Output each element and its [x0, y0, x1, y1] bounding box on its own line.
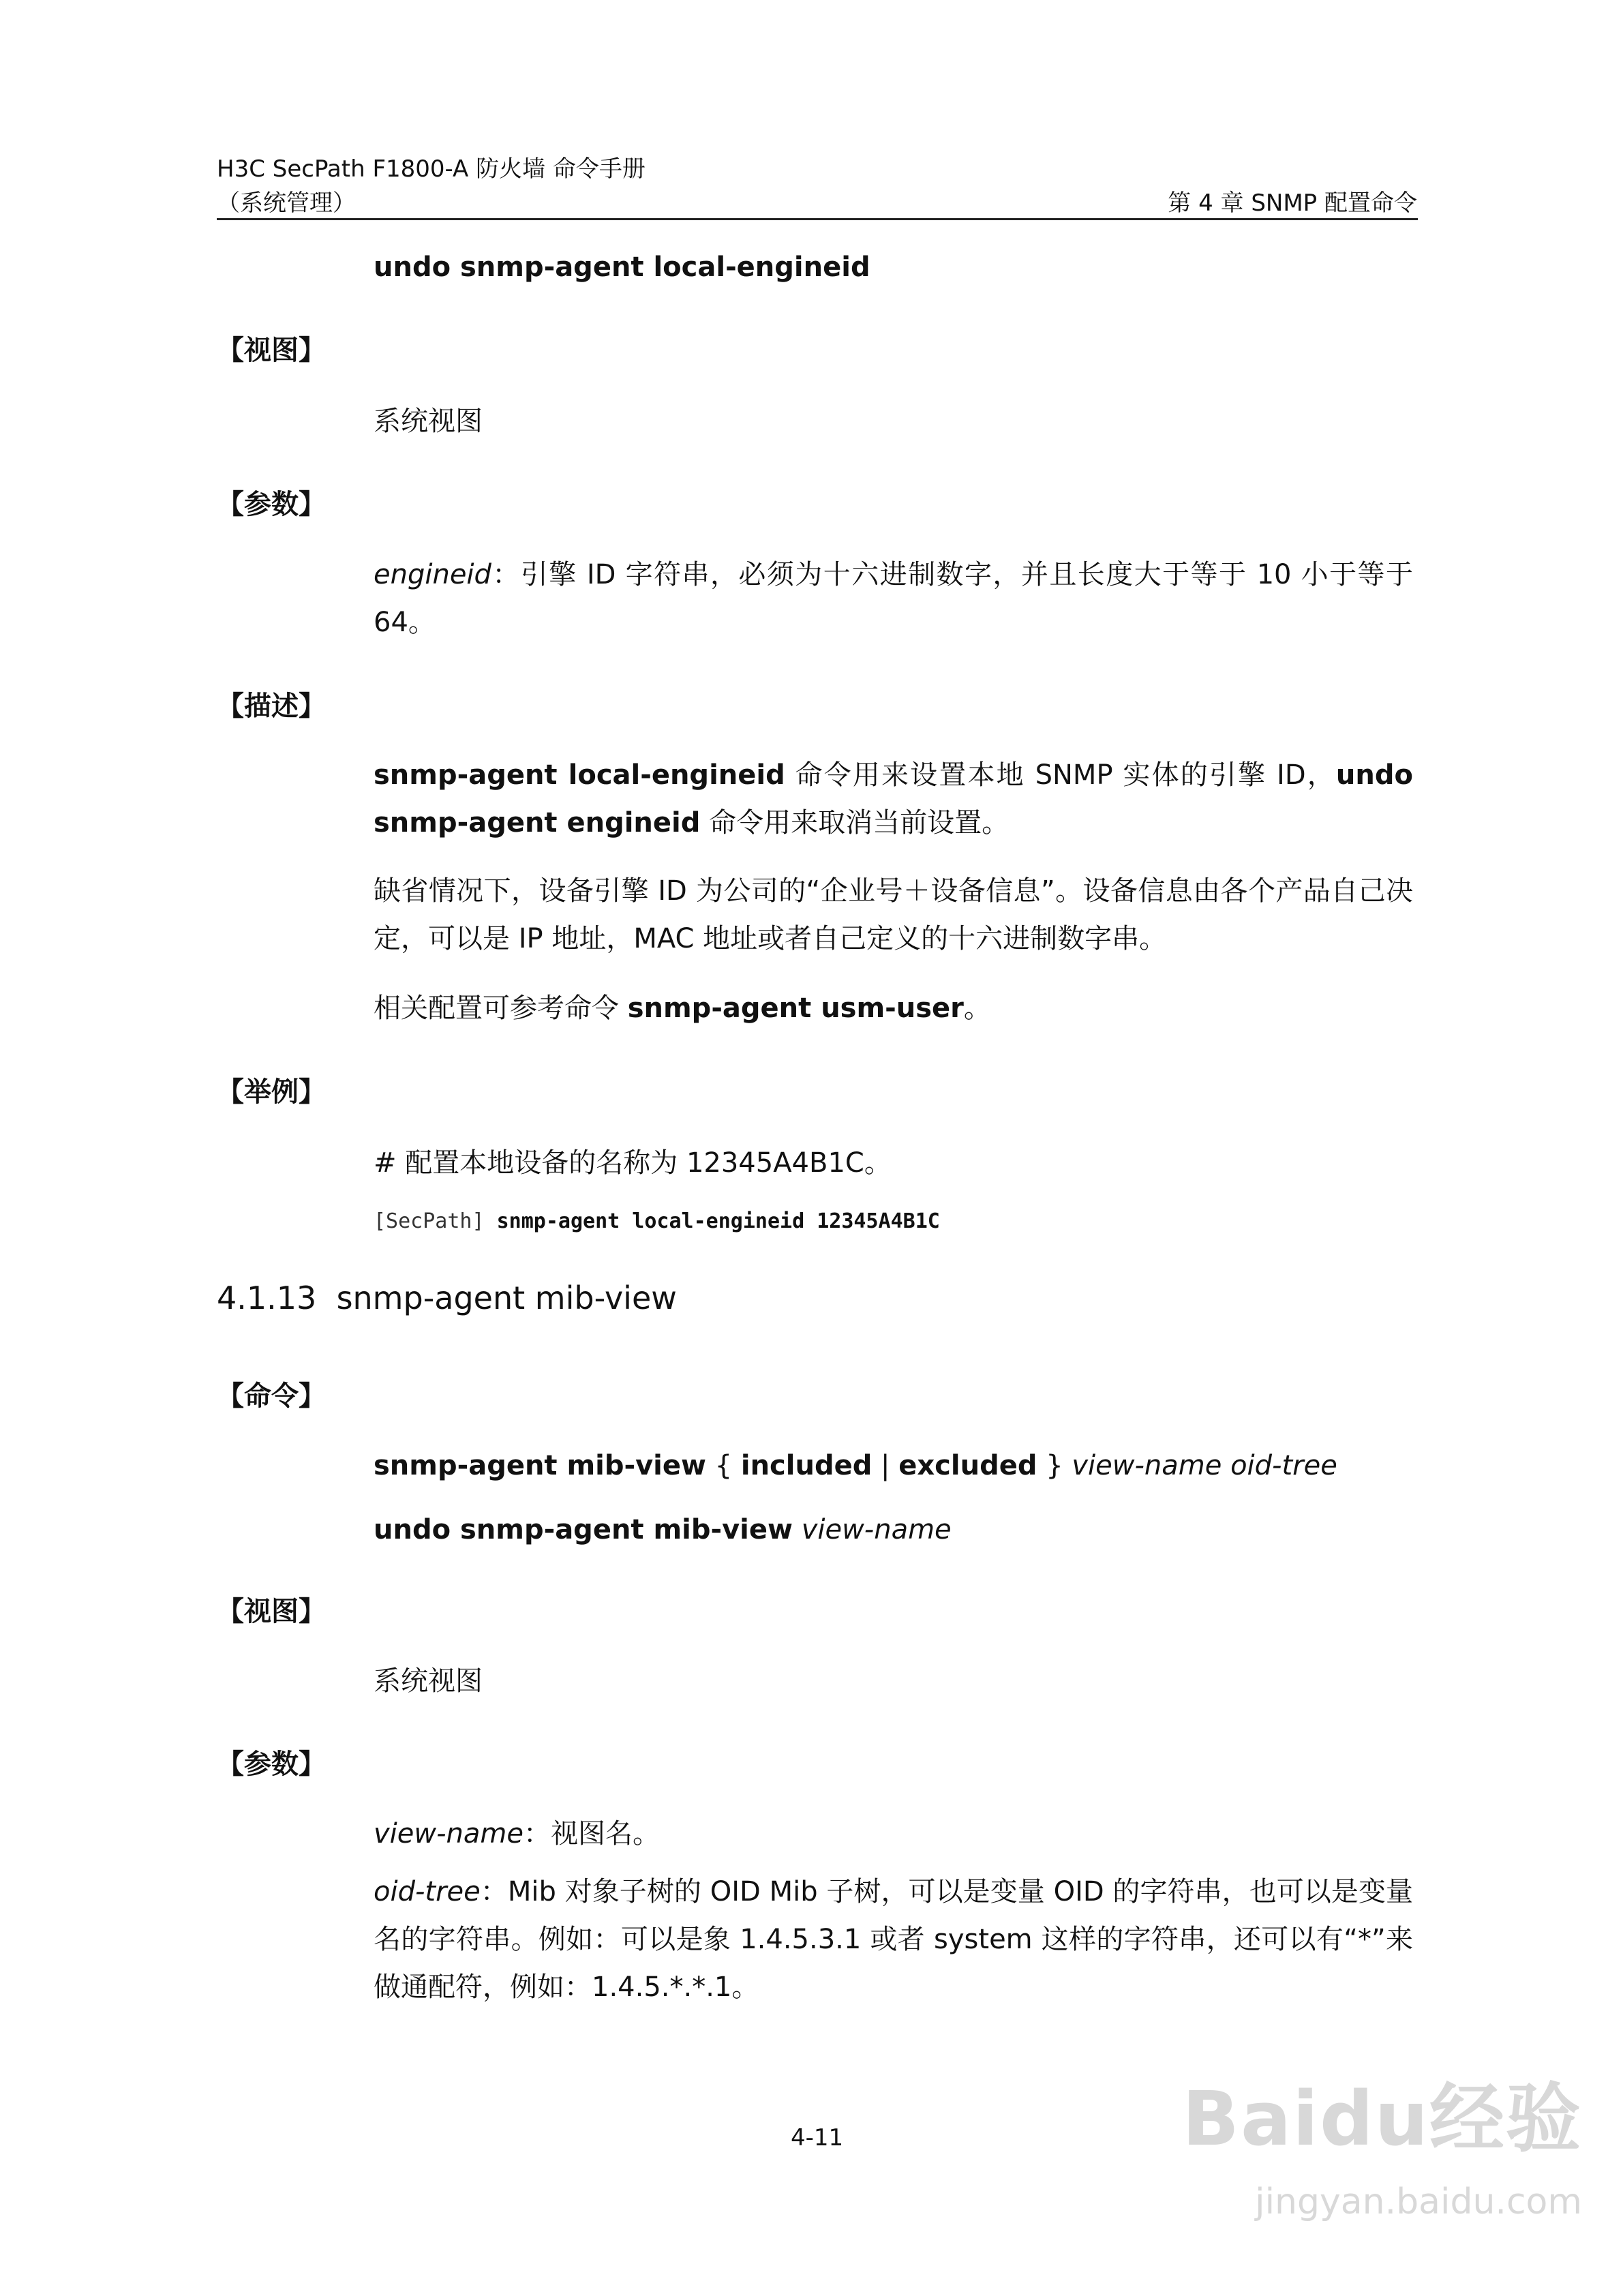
param-view-name-label: view-name: [374, 1818, 524, 1849]
cmd2-arg: view-name: [801, 1514, 952, 1545]
section-heading: [217, 1279, 677, 1317]
cmd1-pipe: |: [872, 1450, 899, 1481]
section-title: snmp-agent mib-view: [336, 1280, 677, 1316]
cmd1-brace-open: {: [706, 1450, 741, 1481]
view-heading-2: 【视图】: [217, 1596, 326, 1627]
desc-p3-post: 。: [963, 993, 991, 1024]
example-heading: 【举例】: [217, 1076, 326, 1108]
example-prompt: [SecPath]: [374, 1209, 497, 1233]
desc-cmd-undo-engineid: undo snmp-agent engineid: [374, 759, 1413, 839]
cmd1-args: view-name oid-tree: [1072, 1450, 1337, 1481]
header-chapter: 第 4 章 SNMP 配置命令: [1168, 190, 1417, 217]
cmd1-included: included: [740, 1450, 873, 1481]
command-undo-local-engineid: undo snmp-agent local-engineid: [374, 252, 870, 283]
command-undo-mib-view: [374, 1512, 952, 1547]
view-heading: 【视图】: [217, 335, 326, 366]
param-name: engineid: [374, 559, 491, 590]
command-mib-view: [374, 1448, 1337, 1483]
param-oid-tree-desc: ：Mib 对象子树的 OID Mib 子树，可以是变量 OID 的字符串，也可以是变量名的字符串。例如：可以是象 1.4.5.3.1 或者 system 这样的字符串，还可以有“*”来做通配符，例如：1.4.5.*.*.1。: [374, 1876, 1413, 2003]
page-number: 4-11: [791, 2124, 844, 2151]
header-subtitle: （系统管理）: [217, 190, 356, 217]
section-number: 4.1.13: [217, 1280, 317, 1316]
desc-text-1: 命令用来设置本地 SNMP 实体的引擎 ID，: [785, 759, 1336, 791]
example-code: [374, 1208, 940, 1235]
param-oid-tree-label: oid-tree: [374, 1876, 481, 1907]
cmd1-excluded: excluded: [898, 1450, 1037, 1481]
desc-p3-cmd: snmp-agent usm-user: [627, 993, 964, 1024]
view-text: 系统视图: [374, 406, 483, 437]
param-description: ：引擎 ID 字符串，必须为十六进制数字，并且长度大于等于 10 小于等于 64。: [374, 559, 1413, 638]
header-rule: [217, 218, 1418, 220]
cmd2-keyword: undo snmp-agent mib-view: [374, 1514, 793, 1545]
desc-p3-pre: 相关配置可参考命令: [374, 993, 628, 1024]
param-view-name: [374, 1816, 660, 1852]
param-heading-2: 【参数】: [217, 1749, 326, 1780]
param-heading: 【参数】: [217, 489, 326, 520]
cmd2-space: [793, 1514, 802, 1545]
param-engineid: [374, 551, 1413, 646]
param-view-name-desc: ：视图名。: [523, 1818, 660, 1849]
header-title: H3C SecPath F1800-A 防火墙 命令手册: [217, 155, 646, 183]
command-heading: 【命令】: [217, 1380, 326, 1412]
cmd1-keyword: snmp-agent mib-view: [374, 1450, 706, 1481]
desc-paragraph-2: 缺省情况下，设备引擎 ID 为公司的“企业号＋设备信息”。设备信息由各个产品自己决定，可以是 IP 地址，MAC 地址或者自己定义的十六进制数字串。: [374, 875, 1413, 954]
desc-cmd-local-engineid: snmp-agent local-engineid: [374, 759, 785, 791]
desc-text-2: 命令用来取消当前设置。: [700, 807, 1010, 839]
view-text-2: 系统视图: [374, 1665, 483, 1697]
desc-heading: 【描述】: [217, 691, 326, 722]
watermark-url: jingyan.baidu.com: [1255, 2181, 1582, 2222]
example-comment: # 配置本地设备的名称为 12345A4B1C。: [374, 1147, 892, 1179]
param-oid-tree: [374, 1868, 1413, 2011]
cmd1-brace-close: }: [1037, 1450, 1072, 1481]
desc-paragraph-3: [374, 984, 1413, 1032]
example-command: snmp-agent local-engineid 12345A4B1C: [496, 1209, 940, 1233]
desc-paragraph-1: [374, 751, 1413, 847]
baidu-jingyan-logo: Baidu经验: [1182, 2075, 1582, 2162]
